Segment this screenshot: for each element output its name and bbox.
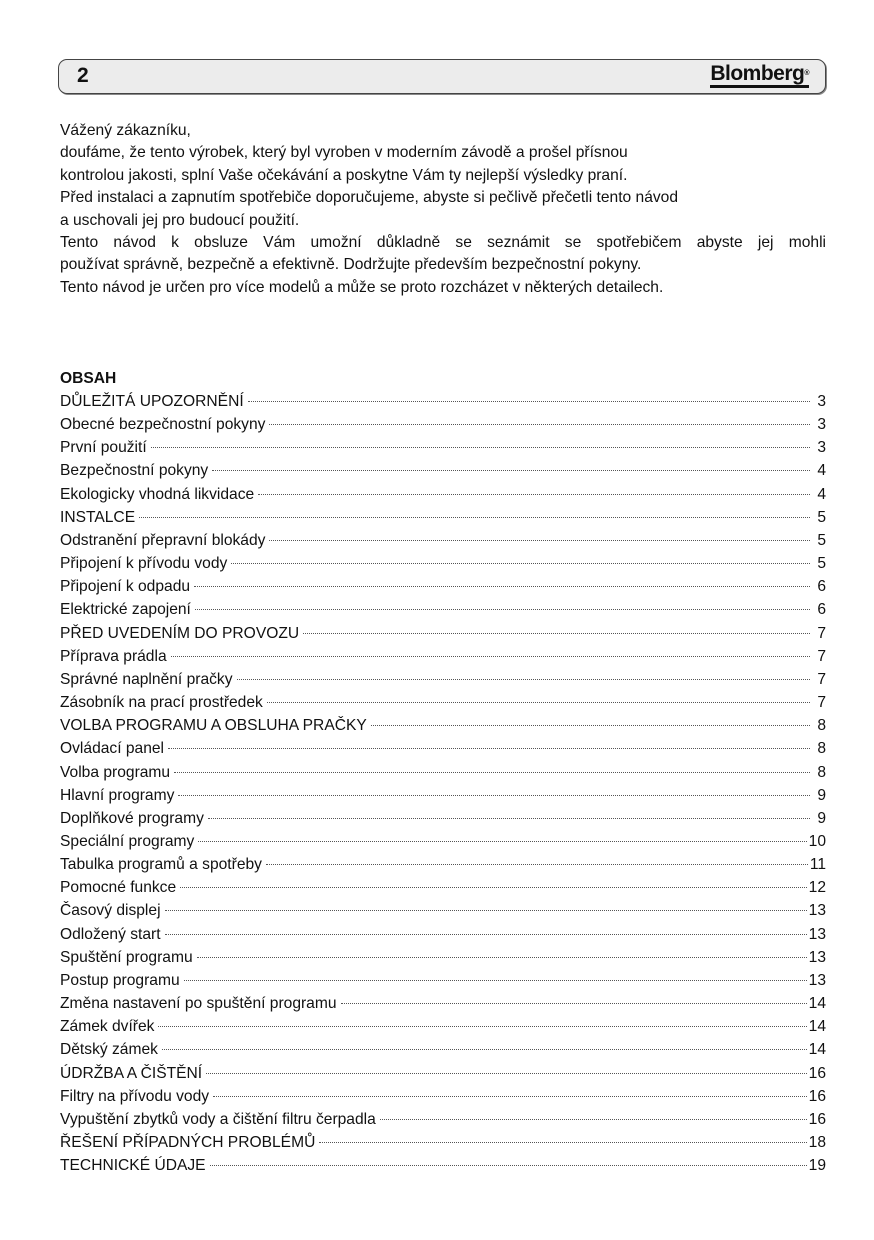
dot-leader	[319, 1142, 806, 1143]
toc-entry-page: 14	[808, 995, 826, 1013]
toc-entry[interactable]	[60, 691, 826, 714]
dot-leader	[303, 633, 810, 634]
toc-entry-title: Hlavní programy	[60, 786, 175, 804]
toc-entry-page: 7	[817, 670, 826, 688]
toc-entry-page: 16	[808, 1064, 826, 1082]
intro-line: Tento návod k obsluze Vám umožní důkladně se seznámit se spotřebičem abyste jej mohli	[60, 234, 826, 252]
toc-entry-page: 10	[808, 832, 826, 850]
toc-entry-title: Tabulka programů a spotřeby	[60, 856, 262, 874]
toc-entry-title: DŮLEŽITÁ UPOZORNĚNÍ	[60, 393, 244, 410]
toc-entry-title: Ekologicky vhodná likvidace	[60, 485, 255, 503]
toc-entry[interactable]	[60, 413, 826, 436]
toc-entry[interactable]	[60, 1131, 826, 1154]
dot-leader	[208, 818, 810, 819]
dot-leader	[269, 540, 810, 541]
dot-leader	[180, 887, 806, 888]
toc-entry[interactable]	[60, 714, 826, 737]
dot-leader	[248, 401, 810, 402]
toc-entry[interactable]	[60, 390, 826, 413]
intro-line: doufáme, že tento výrobek, který byl vyroben v moderním závodě a prošel přísnou	[60, 144, 628, 162]
dot-leader	[210, 1165, 807, 1166]
toc-entry-page: 3	[817, 393, 826, 410]
toc-entry[interactable]	[60, 645, 826, 668]
dot-leader	[237, 679, 810, 680]
toc-entry[interactable]	[60, 969, 826, 992]
toc-entry-title: PŘED UVEDENÍM DO PROVOZU	[60, 624, 300, 642]
toc-entry-title: VOLBA PROGRAMU A OBSLUHA PRAČKY	[60, 717, 367, 735]
dot-leader	[266, 864, 808, 865]
toc-entry-title: Spuštění programu	[60, 948, 193, 966]
toc-entry-page: 14	[808, 1041, 826, 1059]
toc-entry[interactable]	[60, 1085, 826, 1108]
dot-leader	[139, 517, 810, 518]
toc-entry-title: Filtry na přívodu vody	[60, 1087, 210, 1105]
toc-entry-page: 8	[817, 763, 826, 781]
toc-entry-title: Časový displej	[60, 902, 161, 920]
toc-entry[interactable]	[60, 830, 826, 853]
toc-entry[interactable]	[60, 483, 826, 506]
table-of-contents	[60, 368, 826, 1177]
toc-entry-title: Zámek dvířek	[60, 1018, 155, 1036]
toc-entry[interactable]	[60, 552, 826, 575]
dot-leader	[158, 1026, 806, 1027]
toc-entry-title: Připojení k odpadu	[60, 578, 191, 596]
intro-line: Tento návod je určen pro více modelů a může se proto rozcházet v některých detailech.	[60, 278, 664, 296]
toc-entry[interactable]	[60, 784, 826, 807]
toc-entry-page: 5	[817, 508, 826, 526]
toc-entry[interactable]	[60, 737, 826, 760]
dot-leader	[258, 494, 810, 495]
toc-entry[interactable]	[60, 436, 826, 459]
dot-leader	[174, 772, 810, 773]
toc-entry-page: 19	[808, 1157, 826, 1175]
toc-entry-title: Bezpečnostní pokyny	[60, 462, 209, 480]
toc-entry-page: 14	[808, 1018, 826, 1036]
toc-entry[interactable]	[60, 1062, 826, 1085]
toc-entry[interactable]	[60, 529, 826, 552]
page-number: 2	[77, 64, 89, 87]
toc-entry-page: 5	[817, 555, 826, 573]
intro-line: Vážený zákazníku,	[60, 122, 191, 139]
toc-entry-page: 11	[809, 856, 826, 874]
brand-logo	[710, 63, 809, 88]
dot-leader	[267, 702, 810, 703]
dot-leader	[171, 656, 810, 657]
toc-entry-page: 13	[808, 902, 826, 920]
dot-leader	[197, 957, 807, 958]
toc-entry-page: 12	[808, 879, 826, 897]
dot-leader	[151, 447, 810, 448]
toc-entry-page: 6	[817, 578, 826, 596]
toc-entry-title: Elektrické zapojení	[60, 601, 191, 619]
dot-leader	[184, 980, 807, 981]
toc-entry-page: 7	[817, 647, 826, 665]
dot-leader	[380, 1119, 807, 1120]
toc-entry[interactable]	[60, 459, 826, 482]
dot-leader	[212, 470, 810, 471]
dot-leader	[371, 725, 810, 726]
toc-entry-title: Doplňkové programy	[60, 809, 204, 827]
toc-entry-title: Připojení k přívodu vody	[60, 555, 228, 573]
toc-entry-page: 3	[817, 439, 826, 457]
toc-entry-page: 9	[817, 809, 826, 827]
intro-line: kontrolou jakosti, splní Vaše očekávání a poskytne Vám ty nejlepší výsledky praní.	[60, 166, 628, 184]
toc-entry-page: 16	[808, 1110, 826, 1128]
toc-entry-page: 4	[817, 485, 826, 503]
toc-entry-page: 18	[808, 1134, 826, 1151]
toc-entry-title: Speciální programy	[60, 832, 195, 850]
toc-entry[interactable]	[60, 1038, 826, 1061]
intro-line: a uschovali jej pro budoucí použití.	[60, 211, 300, 229]
toc-entry-title: Odložený start	[60, 925, 161, 943]
toc-entry-title: ÚDRŽBA A ČIŠTĚNÍ	[60, 1064, 203, 1082]
page-header	[58, 59, 826, 94]
registered-mark: ®	[804, 70, 809, 77]
toc-entry[interactable]	[60, 506, 826, 529]
toc-entry-title: Pomocné funkce	[60, 879, 177, 897]
toc-entry-title: TECHNICKÉ ÚDAJE	[60, 1157, 206, 1175]
toc-entry-page: 4	[817, 462, 826, 480]
toc-entry[interactable]	[60, 668, 826, 691]
intro-line: Před instalaci a zapnutím spotřebiče doporučujeme, abyste si pečlivě přečetli tento návod	[60, 189, 679, 207]
toc-entry-page: 6	[817, 601, 826, 619]
dot-leader	[165, 934, 807, 935]
toc-entry[interactable]	[60, 946, 826, 969]
toc-entry-page: 7	[817, 624, 826, 642]
dot-leader	[168, 748, 810, 749]
dot-leader	[231, 563, 810, 564]
toc-title: OBSAH	[60, 370, 117, 387]
toc-entry[interactable]	[60, 853, 826, 876]
toc-entry-title: Obecné bezpečnostní pokyny	[60, 416, 266, 434]
toc-entry-title: Odstranění přepravní blokády	[60, 531, 266, 549]
intro-text	[60, 120, 826, 299]
toc-entry[interactable]	[60, 761, 826, 784]
dot-leader	[178, 795, 810, 796]
toc-entry-page: 13	[808, 971, 826, 989]
toc-entry-title: ŘEŠENÍ PŘÍPADNÝCH PROBLÉMŮ	[60, 1134, 316, 1151]
toc-entry-title: Dětský zámek	[60, 1041, 158, 1059]
toc-entry-title: Ovládací panel	[60, 740, 165, 758]
toc-entry-page: 5	[817, 531, 826, 549]
toc-entry[interactable]	[60, 1108, 826, 1131]
toc-entry-page: 16	[808, 1087, 826, 1105]
toc-entry[interactable]	[60, 622, 826, 645]
toc-entry[interactable]	[60, 923, 826, 946]
toc-entry-page: 13	[808, 925, 826, 943]
toc-entry-title: Správné naplnění pračky	[60, 670, 233, 688]
toc-entry-title: Vypuštění zbytků vody a čištění filtru čerpadla	[60, 1110, 376, 1128]
dot-leader	[198, 841, 806, 842]
dot-leader	[206, 1073, 807, 1074]
toc-entry-title: První použití	[60, 439, 147, 457]
toc-entry-title: INSTALCE	[60, 508, 136, 526]
toc-entry-page: 8	[817, 740, 826, 758]
toc-entry-title: Volba programu	[60, 763, 171, 781]
toc-entry-title: Příprava prádla	[60, 647, 167, 665]
toc-entry[interactable]	[60, 575, 826, 598]
brand-name: Blomberg	[710, 62, 805, 85]
dot-leader	[194, 586, 810, 587]
toc-entry[interactable]	[60, 899, 826, 922]
toc-entry-title: Postup programu	[60, 971, 180, 989]
toc-entry-page: 8	[817, 717, 826, 735]
intro-line: používat správně, bezpečně a efektivně. Dodržujte především bezpečnostní pokyny.	[60, 256, 642, 274]
dot-leader	[162, 1049, 807, 1050]
toc-entry[interactable]	[60, 1015, 826, 1038]
toc-entry-title: Změna nastavení po spuštění programu	[60, 995, 337, 1013]
toc-entry[interactable]	[60, 598, 826, 621]
dot-leader	[165, 910, 807, 911]
toc-entry-page: 13	[808, 948, 826, 966]
toc-entry-title: Zásobník na prací prostředek	[60, 694, 263, 712]
dot-leader	[195, 609, 810, 610]
toc-entry[interactable]	[60, 992, 826, 1015]
dot-leader	[341, 1003, 807, 1004]
toc-entry[interactable]	[60, 807, 826, 830]
toc-entry-page: 9	[817, 786, 826, 804]
toc-entry-page: 3	[817, 416, 826, 434]
toc-entry[interactable]	[60, 876, 826, 899]
dot-leader	[269, 424, 810, 425]
dot-leader	[213, 1096, 807, 1097]
toc-entry[interactable]	[60, 1154, 826, 1177]
toc-entry-page: 7	[817, 694, 826, 712]
